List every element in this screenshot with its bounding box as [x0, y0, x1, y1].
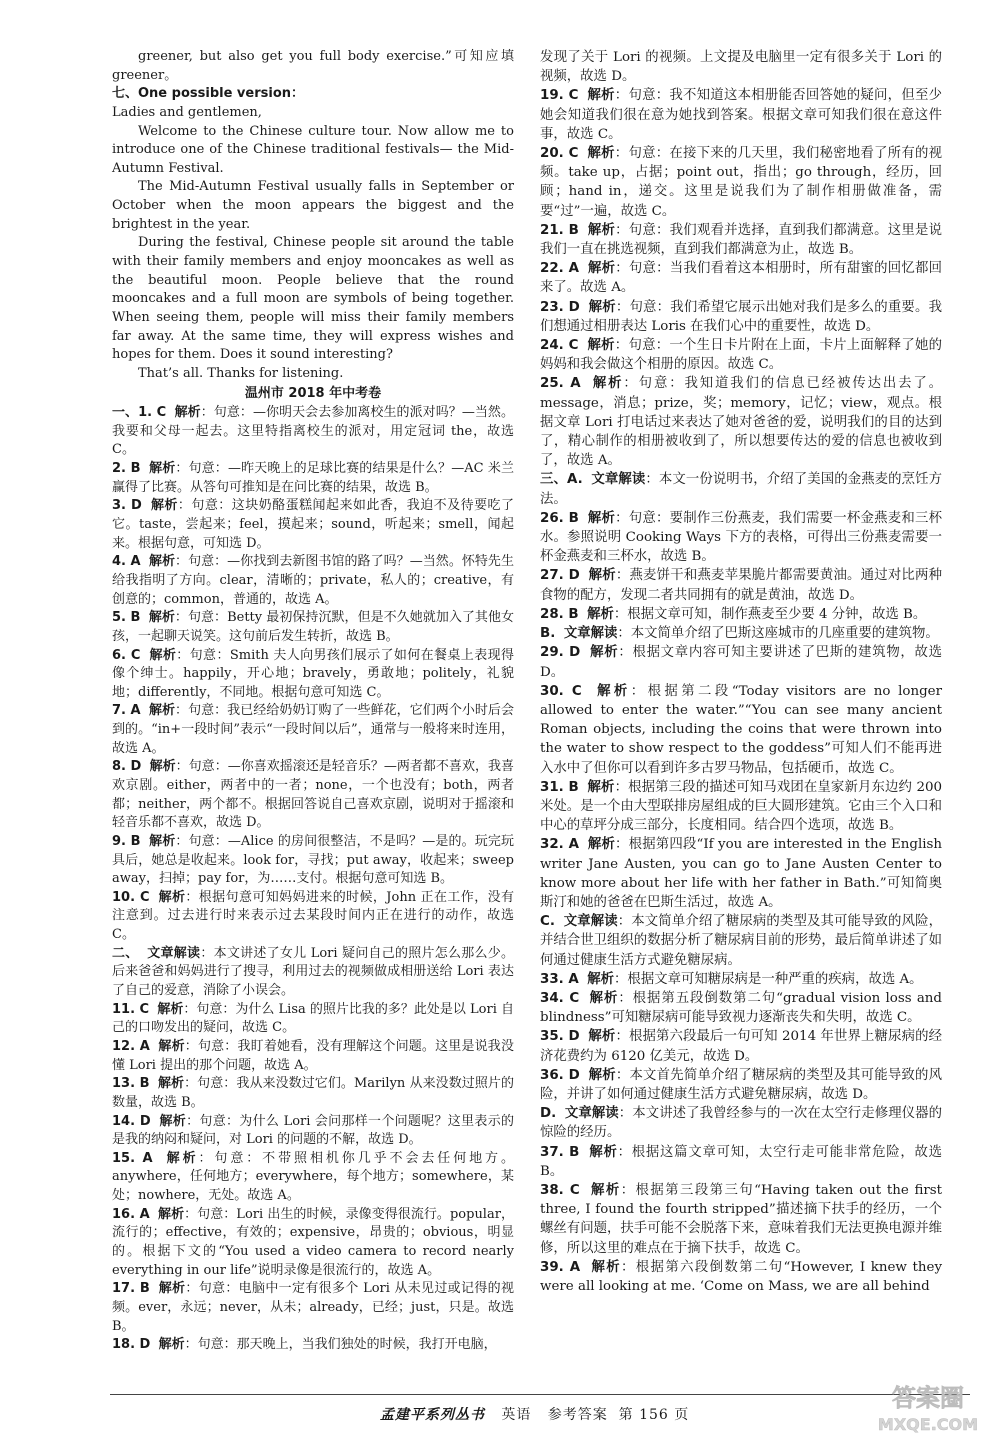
answer-number: 19. C	[540, 88, 579, 104]
answer-keyword: 解析	[149, 461, 176, 477]
answer-keyword: 解析	[149, 647, 177, 663]
exam-title: 温州市 2018 年中考卷	[244, 385, 382, 401]
answer-keyword: 解析	[587, 146, 615, 162]
answer-number: 37. B	[540, 1144, 580, 1160]
answer-keyword: 文章解读	[563, 914, 618, 930]
answer-keyword: 解析	[148, 703, 176, 719]
answer-keyword: 解析	[587, 510, 616, 526]
answer-item	[112, 1150, 514, 1206]
answer-keyword: 解析	[587, 779, 615, 795]
answer-explanation: ：本文讲述了我曾经参与的一次在太空行走修理仪器的惊险的经历。	[540, 1106, 943, 1141]
essay-line-2: The Mid-Autumn Festival usually falls in September or October when the moon appears the biggest and the brightest in the year.	[112, 179, 514, 232]
answer-number: 34. C	[540, 990, 580, 1006]
answer-number: 22. A	[540, 261, 579, 277]
answer-keyword: 解析	[158, 1206, 185, 1222]
answer-keyword: 解析	[588, 568, 616, 584]
answer-keyword: 解析	[158, 1337, 185, 1353]
answer-number: 12. A	[112, 1038, 150, 1054]
answer-keyword: 解析	[592, 376, 624, 392]
answer-number: 一、1. C	[112, 405, 167, 421]
answer-number: 17. B	[112, 1281, 150, 1297]
answer-explanation: ：本文简单介绍了糖尿病的类型及其可能导致的风险，并结合世卫组织的数据分析了糖尿病目前的形势，最后简单讲述了如何通过健康生活方式避免糖尿病。	[540, 914, 942, 968]
answer-number: 5. B	[112, 610, 141, 626]
answer-explanation: ：句意：我盯着她看，没有理解这个问题。这里是说我没懂 Lori 提出的那个问题，故选 A。	[112, 1038, 514, 1073]
answer-keyword: 解析	[597, 683, 631, 699]
subject-name: 英语	[501, 1407, 532, 1423]
answer-explanation: ：句意：那天晚上，当我们独处的时候，我打开电脑，	[184, 1337, 497, 1353]
answer-explanation: ：根据第四段“If you are interested in the English writer Jane Austen, you can go to Jane Austen Center to know more about her life with her father in Bath.”可知简奥斯汀和她的爸爸在巴斯生活过，故选 A。	[540, 837, 943, 910]
page-footer	[380, 1404, 800, 1424]
answer-number: 6. C	[112, 647, 141, 663]
answer-item	[112, 1113, 514, 1150]
answer-item	[112, 1038, 514, 1075]
answer-keyword: 解析	[589, 990, 619, 1006]
answer-item	[540, 259, 942, 297]
answer-item	[540, 470, 942, 508]
answer-keyword: 解析	[587, 837, 616, 853]
answer-number: 10. C	[112, 889, 150, 905]
answer-explanation: ：根据文章可知，制作燕麦至少要 4 分钟，故选 B。	[613, 606, 927, 622]
answer-keyword: 解析	[587, 222, 616, 238]
answer-item	[112, 1075, 514, 1112]
answer-number: 36. D	[540, 1067, 580, 1083]
answer-item	[112, 460, 514, 497]
answer-number: 14. D	[112, 1113, 151, 1129]
answer-item	[540, 298, 942, 336]
answer-explanation: ：句意：当我们看着这本相册时，所有甜蜜的回忆都回来了。故选 A。	[540, 261, 943, 296]
answer-item	[540, 778, 942, 836]
answer-item	[112, 945, 514, 1001]
answer-explanation: ：句意：Smith 夫人向男孩们展示了如何在餐桌上表现得像个绅士。happily，开心地；bravely，勇敢地；politely，礼貌地；differently，不同地。根据句意可知选 C。	[112, 647, 514, 700]
answer-item	[540, 1181, 942, 1258]
answer-explanation: ：根据第二段“Today visitors are no longer allowed to enter the water.”“You can see many ancient Roman objects, including the coins that were thrown into the water to show respect to the goddess”可知人们不能再进入水中了但你可以看到许多古罗马物品，包括硬币，故选 C。	[540, 683, 943, 776]
answer-number: 28. B	[540, 606, 579, 622]
answer-item	[112, 1280, 514, 1336]
answer-explanation: ：根据这篇文章可知，太空行走可能非常危险，故选 B。	[540, 1144, 943, 1179]
answer-explanation: ：句意：我不知道这本相册能否回答她的疑问，但至少她会知道我们很在意为她找到答案。根据文章可知我们很在意这件事，故选 C。	[540, 88, 943, 142]
answer-number: 18. D	[112, 1337, 151, 1353]
right-column	[540, 48, 942, 1296]
answer-item	[540, 566, 942, 604]
answer-item	[112, 497, 514, 553]
answer-number: 21. B	[540, 222, 579, 238]
answer-item	[540, 835, 942, 912]
answer-explanation: ：本文一份说明书，介绍了美国的金燕麦的烹饪方法。	[540, 472, 943, 507]
answer-number: 16. A	[112, 1206, 150, 1222]
answer-number: 15. A	[112, 1150, 153, 1166]
answer-explanation: ：句意：我们观看并选择，直到我们都满意。这里是说我们一直在挑选视频，直到我们都满意为止，故选 B。	[540, 222, 943, 258]
answer-number: 23. D	[540, 299, 580, 315]
answer-explanation: ：根据文章可知糖尿病是一种严重的疾病，故选 A。	[614, 971, 923, 987]
answer-explanation: ：根据第三段的描述可知马戏团在皇家新月东边约 200 米处。是一个由大型联排房屋组成的巨大圆形建筑。它由三个入口和中心的草坪分成三部分，长度相同。结合四个选项，故选 B。	[540, 779, 942, 834]
answer-explanation: ：本文首先简单介绍了糖尿病的类型及其可能导致的风险，并讲了如何通过健康生活方式避免糖尿病，故选 D。	[540, 1067, 943, 1102]
answer-number: 4. A	[112, 554, 141, 570]
answer-item	[540, 624, 942, 643]
answer-keyword: 解析	[591, 1182, 621, 1198]
answer-keyword: 解析	[149, 833, 176, 849]
answer-keyword: 解析	[150, 498, 178, 514]
answer-number: 9. B	[112, 833, 141, 849]
answer-keyword: 解析	[590, 645, 619, 661]
answer-keyword: 文章解读	[564, 1106, 619, 1122]
answer-keyword: 解析	[588, 299, 616, 315]
answer-explanation: ：句意：一个生日卡片附在上面，卡片上面解释了她的妈妈和我会做这个相册的原因。故选 C。	[540, 338, 943, 373]
answer-number: 20. C	[540, 146, 579, 162]
answer-item	[112, 702, 514, 758]
answer-item	[540, 1104, 942, 1142]
answer-explanation: ：句意：这块奶酪蛋糕闻起来如此香，我迫不及待要吃了它。taste，尝起来；feel，摸起来；sound，听起来；smell，闻起来。根据句意，可知选 D。	[112, 498, 514, 551]
watermark-logo	[862, 1376, 994, 1438]
answer-explanation: ：句意：为什么 Lisa 的照片比我的多？此处是以 Lori 自己的口吻发出的疑问，故选 C。	[112, 1001, 515, 1036]
answer-item	[540, 912, 942, 970]
answer-number: 33. A	[540, 971, 579, 987]
answer-number: 39. A	[540, 1259, 581, 1275]
answer-keyword: 解析	[588, 1029, 616, 1045]
answer-explanation: ：句意：不带照相机你几乎不会去任何地方。anywhere，任何地方；everywhere，每个地方；somewhere，某处；nowhere，无处。故选 A。	[112, 1150, 514, 1204]
answer-item	[112, 889, 514, 945]
answer-number: C.	[540, 914, 555, 930]
answer-item	[540, 605, 942, 624]
answer-explanation: ：句意：—昨天晚上的足球比赛的结果是什么？—AC 米兰赢得了比赛。从答句可推知是在问比赛的结果，故选 B。	[112, 461, 515, 495]
answer-item	[112, 833, 514, 889]
answer-explanation: ：句意：电脑中一定有很多个 Lori 从未见过或记得的视频。ever，永远；never，从未；already，已经；just，只是。故选 B。	[112, 1281, 514, 1334]
answer-keyword: 解析	[148, 554, 176, 570]
answer-item	[112, 758, 514, 833]
answer-keyword: 解析	[158, 1038, 185, 1054]
answer-item	[540, 144, 942, 221]
answer-explanation: ：燕麦饼干和燕麦苹果脆片都需要黄油。通过对比两种食物的配方，发现二者共同拥有的就是黄油，故选 D。	[540, 568, 943, 603]
footer-divider	[110, 1394, 970, 1395]
answer-keyword: 解析	[587, 88, 615, 104]
answer-keyword: 解析	[589, 1144, 618, 1160]
answer-explanation: ：句意：—你明天会去参加离校生的派对吗？—当然。我要和父母一起去。这里特指离校生的派对，用定冠词 the，故选 C。	[112, 405, 514, 458]
answer-item	[540, 989, 942, 1027]
answer-number: 30. C	[540, 683, 582, 699]
answer-item	[112, 553, 514, 609]
left-column	[112, 48, 514, 1355]
answer-explanation: ：句意：Lori 出生的时候，录像变得很流行。popular，流行的；effective，有效的；expensive，昂贵的；obvious，明显的。根据下文的“You used a video camera to record nearly everything in our life”说明录像是很流行的，故选 A。	[112, 1206, 514, 1278]
answer-number: 13. B	[112, 1076, 150, 1092]
page-number: 第 156 页	[618, 1407, 690, 1423]
answer-number: 29. D	[540, 645, 581, 661]
answer-item	[112, 404, 514, 460]
answer-keyword: 解析	[148, 610, 175, 626]
answer-item	[112, 1206, 514, 1281]
essay-line-4: That’s all. Thanks for listening.	[138, 365, 344, 381]
answer-explanation: ：句意：要制作三份燕麦，我们需要一杯金燕麦和三杯水。参照说明 Cooking Ways 下方的表格，可得出三份燕麦需要一杯金燕麦和三杯水，故选 B。	[540, 510, 943, 565]
answer-explanation: ：本文简单介绍了巴斯这座城市的几座重要的建筑物。	[617, 626, 939, 642]
answer-explanation: ：句意：我从来没数过它们。Marilyn 从来没数过照片的数量，故选 B。	[112, 1076, 514, 1110]
series-name: 孟建平系列丛书	[380, 1407, 485, 1423]
answer-keyword: 解析	[157, 1001, 184, 1017]
answer-number: 24. C	[540, 338, 579, 354]
answer-item	[112, 609, 514, 646]
answer-number: 7. A	[112, 703, 141, 719]
left-answer-list	[112, 404, 514, 1355]
essay-line-3: During the festival, Chinese people sit around the table with their family members and enjoy mooncakes as well as the beautiful moon. People believe that the round mooncakes and a full moon are symbols of being together. When seeing them, people will miss their family members far away. At the same time, they will express wishes and hopes for them. Does it sound interesting?	[112, 235, 514, 363]
answer-number: 31. B	[540, 779, 579, 795]
answer-explanation: ：句意：Betty 最初保持沉默，但是不久她就加入了其他女孩，一起聊天说笑。这句前后发生转折，故选 B。	[112, 610, 515, 644]
answer-number: 三、A.	[540, 472, 583, 488]
answer-explanation: ：根据第六段最后一句可知 2014 年世界上糖尿病的经济花费约为 6120 亿美元，故选 D。	[540, 1029, 943, 1064]
answer-number: 2. B	[112, 461, 141, 477]
answer-keyword: 解析	[588, 1067, 616, 1083]
answer-explanation: ：句意：在接下来的几天里，我们秘密地看了所有的视频。take up，占据；point out，指出；go through，经历，回顾；hand in，递交。这里是说我们为了制作相册做准备，需要“过”一遍，故选 C。	[540, 146, 943, 219]
answer-number: 26. B	[540, 510, 579, 526]
answer-keyword: 文章解读	[147, 945, 201, 961]
answer-explanation: ：根据第六段倒数第二句“However, I knew they were all looking at me. ‘Come on Mass, we are all behind	[540, 1259, 943, 1294]
answer-item	[540, 970, 942, 989]
answer-item	[540, 221, 942, 259]
answer-item	[540, 643, 942, 681]
right-intro-text: 发现了关于 Lori 的视频。上文提及电脑里一定有很多关于 Lori 的视频，故选 D。	[540, 50, 942, 85]
answer-item	[540, 1258, 942, 1296]
essay-line-0: Ladies and gentlemen,	[112, 104, 262, 120]
answer-keyword: 解析	[587, 261, 616, 277]
section-7-heading: 七、One possible version：	[112, 86, 305, 102]
answer-explanation: ：本文讲述了女儿 Lori 疑问自己的照片怎么那么少。后来爸爸和妈妈进行了搜寻，利用过去的视频做成相册送给 Lori 表达了自己的爱意，消除了小误会。	[112, 945, 514, 999]
answer-label: 参考答案	[547, 1407, 608, 1423]
answer-explanation: ：根据第五段倒数第二句“gradual vision loss and blindness”可知糖尿病可能导致视力逐渐丧失和失明，故选 C。	[540, 990, 942, 1026]
answer-number: 35. D	[540, 1029, 580, 1045]
answer-keyword: 文章解读	[563, 626, 618, 642]
answer-explanation: ：句意：我已经给奶奶订购了一些鲜花，它们两个小时后会到的。“in+一段时间”表示“一段时间以后”，通常与一般将来时连用，故选 A。	[112, 703, 514, 756]
answer-item	[540, 336, 942, 374]
answer-keyword: 解析	[174, 405, 201, 421]
answer-keyword: 文章解读	[591, 472, 646, 488]
answer-number: D.	[540, 1106, 557, 1122]
answer-explanation: ：句意：我们希望它展示出她对我们是多么的重要。我们想通过相册表达 Loris 在我们心中的重要性，故选 D。	[540, 299, 943, 334]
answer-number: 二、	[112, 945, 139, 961]
answer-explanation: ：句意：—你找到去新图书馆的路了吗？—当然。怀特先生给我指明了方向。clear，清晰的；private，私人的；creative，有创意的；common，普通的，故选 A。	[112, 554, 514, 607]
answer-number: 27. D	[540, 568, 580, 584]
watermark-text-url: MXQE.COM	[877, 1415, 979, 1434]
answer-item	[540, 374, 942, 470]
answer-number: 32. A	[540, 837, 579, 853]
answer-item	[540, 509, 942, 567]
answer-explanation: ：根据第三段第三句“Having taken out the first three, I found the fourth stripped”描述摘下扶手的经历，一个螺丝有问题，扶手可能不会脱落下来，意味着我们无法更换电源并维修，所以这里的难点在于摘下扶手，故选 C。	[540, 1182, 943, 1256]
answer-item	[540, 1027, 942, 1065]
right-answer-list	[540, 86, 942, 1296]
watermark-text-cn: 答案圈	[892, 1384, 964, 1412]
answer-number: 8. D	[112, 759, 142, 775]
answer-item	[540, 86, 942, 144]
answer-explanation: ：句意：我知道我们的信息已经被传达出去了。message，消息；prize，奖；memory，记忆；view，观点。根据文章 Lori 打电话过来表达了她对爸爸的爱，说明我们的目的达到了，精心制作的相册被收到了，所以想要传达的爱的信息也被收到了，故选 A。	[540, 376, 943, 469]
answer-explanation: ：根据句意可知妈妈进来的时候，John 正在工作，没有注意到。过去进行时来表示过去某段时间内正在进行的动作，故选 C。	[112, 889, 514, 943]
essay-line-1: Welcome to the Chinese culture tour. Now allow me to introduce one of the Chinese traditional festivals— the Mid-Autumn Festival.	[112, 123, 514, 176]
answer-explanation: ：句意：—你喜欢摇滚还是轻音乐？—两者都不喜欢，我喜欢京剧。either，两者中的一者；none，一个也没有；both，两者都；neither，两个都不。根据回答说自己喜欢京剧，说明对于摇滚和轻音乐都不喜欢，故选 D。	[112, 759, 514, 831]
left-intro-text: greener, but also get you full body exercise.”可知应填 greener。	[112, 49, 514, 83]
answer-item	[112, 1001, 514, 1038]
answer-number: 3. D	[112, 498, 142, 514]
answer-keyword: 解析	[149, 759, 176, 775]
answer-keyword: 解析	[158, 889, 186, 905]
answer-keyword: 解析	[158, 1281, 186, 1297]
answer-item	[540, 682, 942, 778]
answer-number: 25. A	[540, 376, 581, 392]
answer-item	[540, 1066, 942, 1104]
answer-keyword: 解析	[157, 1076, 185, 1092]
answer-number: 38. C	[540, 1182, 580, 1198]
answer-keyword: 解析	[587, 338, 615, 354]
answer-item	[540, 1143, 942, 1181]
answer-keyword: 解析	[587, 971, 615, 987]
answer-keyword: 解析	[159, 1113, 187, 1129]
answer-keyword: 解析	[587, 606, 614, 622]
answer-number: 11. C	[112, 1001, 150, 1017]
answer-item	[112, 647, 514, 703]
answer-explanation: ：句意：—Alice 的房间很整洁，不是吗？—是的。玩完玩具后，她总是收起来。look for，寻找；put away，收起来；sweep away，扫掉；pay for，为……支付。根据句意可知选 B。	[112, 833, 515, 887]
answer-number: B.	[540, 626, 556, 642]
answer-keyword: 解析	[166, 1150, 199, 1166]
answer-explanation: ：句意：为什么 Lori 会问那样一个问题呢？这里表示的是我的纳闷和疑问，对 Lori 的问题的不解，故选 D。	[112, 1113, 514, 1148]
answer-explanation: ：根据文章内容可知主要讲述了巴斯的建筑物，故选 D。	[540, 645, 943, 680]
answer-keyword: 解析	[591, 1259, 621, 1275]
answer-item	[112, 1336, 514, 1355]
